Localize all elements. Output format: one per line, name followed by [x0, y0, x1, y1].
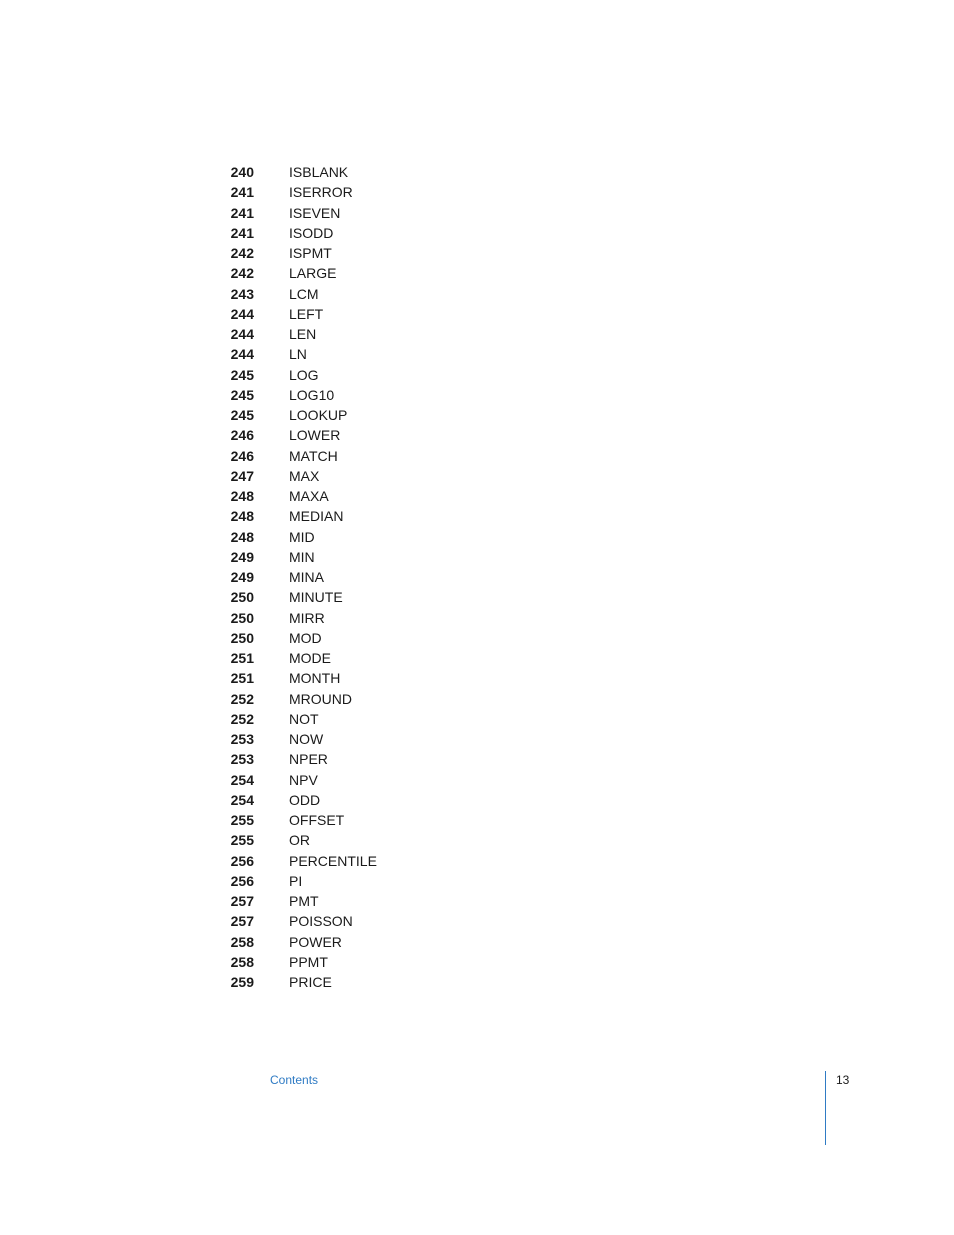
- toc-entry[interactable]: [0, 952, 954, 972]
- toc-entry-title: LOWER: [289, 427, 341, 444]
- toc-entry-page-number: 250: [230, 589, 254, 606]
- toc-entry-page-number: 256: [230, 872, 254, 889]
- toc-entry[interactable]: [0, 567, 954, 587]
- toc-entry[interactable]: [0, 749, 954, 769]
- toc-entry-title: PI: [289, 872, 303, 889]
- toc-entry-page-number: 244: [230, 346, 254, 363]
- toc-entry[interactable]: [0, 243, 954, 263]
- toc-entry-title: ISERROR: [289, 184, 353, 201]
- toc-entry[interactable]: [0, 223, 954, 243]
- contents-link[interactable]: Contents: [270, 1073, 319, 1087]
- toc-entry-page-number: 249: [230, 569, 254, 585]
- toc-entry-page-number: 250: [230, 629, 254, 646]
- toc-entry[interactable]: [0, 709, 954, 729]
- toc-entry[interactable]: [0, 405, 954, 425]
- toc-entry-title: LEN: [289, 326, 317, 342]
- toc-entry-title: ISPMT: [289, 245, 332, 261]
- toc-entry-page-number: 258: [230, 953, 254, 970]
- toc-entry-page-number: 252: [230, 690, 254, 707]
- toc-entry[interactable]: [0, 810, 954, 830]
- toc-entry[interactable]: [0, 486, 954, 506]
- toc-entry-title: POISSON: [289, 913, 353, 930]
- toc-entry-page-number: 257: [230, 913, 254, 930]
- toc-entry-title: MID: [289, 528, 315, 545]
- toc-entry[interactable]: [0, 547, 954, 567]
- toc-entry-title: MINUTE: [289, 589, 343, 606]
- toc-entry-title: MIRR: [289, 609, 325, 626]
- toc-entry[interactable]: [0, 932, 954, 952]
- toc-entry-title: MONTH: [289, 670, 341, 687]
- toc-entry-title: POWER: [289, 933, 342, 950]
- toc-entry[interactable]: [0, 304, 954, 324]
- toc-entry-title: MAXA: [289, 488, 329, 504]
- toc-entry[interactable]: [0, 668, 954, 688]
- toc-entry[interactable]: [0, 506, 954, 526]
- toc-entry-title: OR: [289, 832, 310, 849]
- toc-entry-page-number: 246: [230, 427, 254, 444]
- toc-entry-page-number: 242: [230, 265, 254, 282]
- toc-entry-title: ISODD: [289, 224, 334, 241]
- toc-entry-page-number: 245: [230, 407, 254, 423]
- toc-entry[interactable]: [0, 162, 954, 182]
- toc-entry[interactable]: [0, 324, 954, 344]
- toc-entry-title: MATCH: [289, 447, 338, 464]
- toc-entry[interactable]: [0, 729, 954, 749]
- toc-entry-title: NOW: [289, 731, 324, 747]
- toc-entry[interactable]: [0, 628, 954, 648]
- toc-entry[interactable]: [0, 891, 954, 911]
- toc-entry[interactable]: [0, 972, 954, 992]
- toc-entry-page-number: 250: [230, 609, 254, 626]
- toc-entry[interactable]: [0, 587, 954, 607]
- toc-entry-page-number: 241: [230, 224, 254, 241]
- toc-entry-title: LARGE: [289, 265, 337, 282]
- toc-entry-page-number: 243: [230, 285, 254, 302]
- toc-entry-title: MODE: [289, 650, 331, 666]
- toc-entry-page-number: 248: [230, 528, 254, 545]
- toc-entry-title: ISEVEN: [289, 204, 341, 221]
- toc-entry-page-number: 245: [230, 366, 254, 383]
- toc-entry-page-number: 251: [230, 650, 254, 666]
- toc-entry-title: LN: [289, 346, 307, 363]
- footer-divider: [825, 1071, 826, 1145]
- toc-entry-page-number: 248: [230, 488, 254, 504]
- toc-entry-page-number: 256: [230, 852, 254, 869]
- toc-entry-title: LEFT: [289, 305, 324, 322]
- toc-entry-title: MEDIAN: [289, 508, 344, 525]
- toc-entry[interactable]: [0, 425, 954, 445]
- toc-entry[interactable]: [0, 830, 954, 850]
- toc-entry-title: MIN: [289, 548, 315, 565]
- toc-entry-page-number: 255: [230, 812, 254, 828]
- toc-entry[interactable]: [0, 911, 954, 931]
- toc-entry[interactable]: [0, 790, 954, 810]
- toc-entry[interactable]: [0, 365, 954, 385]
- toc-entry-page-number: 252: [230, 710, 254, 727]
- toc-entry-page-number: 241: [230, 184, 254, 201]
- toc-entry[interactable]: [0, 446, 954, 466]
- toc-entry-page-number: 244: [230, 326, 254, 342]
- toc-entry-title: PMT: [289, 893, 319, 909]
- toc-entry[interactable]: [0, 770, 954, 790]
- toc-entry-title: LOG10: [289, 386, 335, 403]
- toc-entry-page-number: 255: [230, 832, 254, 849]
- toc-entry[interactable]: [0, 263, 954, 283]
- toc-entry-page-number: 258: [230, 933, 254, 950]
- toc-entry-page-number: 253: [230, 751, 254, 768]
- toc-entry-title: MOD: [289, 629, 322, 646]
- toc-entry-title: PPMT: [289, 953, 328, 970]
- page-number: 13: [836, 1073, 850, 1087]
- toc-entry-page-number: 259: [230, 974, 254, 990]
- toc-entry-page-number: 242: [230, 245, 254, 261]
- toc-entry[interactable]: [0, 344, 954, 364]
- toc-entry-page-number: 240: [230, 164, 254, 180]
- toc-entry-page-number: 241: [230, 204, 254, 221]
- toc-entry-title: NPER: [289, 751, 328, 768]
- toc-entry-page-number: 247: [230, 467, 254, 484]
- toc-entry[interactable]: [0, 851, 954, 871]
- toc-list: [0, 162, 954, 992]
- toc-entry-page-number: 253: [230, 731, 254, 747]
- toc-entry[interactable]: [0, 466, 954, 486]
- toc-entry-title: ISBLANK: [289, 164, 349, 180]
- toc-entry-title: PRICE: [289, 974, 332, 990]
- toc-entry-title: LOG: [289, 366, 319, 383]
- toc-entry[interactable]: [0, 527, 954, 547]
- toc-entry-page-number: 257: [230, 893, 254, 909]
- toc-entry-title: MAX: [289, 467, 320, 484]
- toc-entry-page-number: 248: [230, 508, 254, 525]
- toc-entry-title: PERCENTILE: [289, 852, 377, 869]
- toc-entry-title: MROUND: [289, 690, 352, 707]
- toc-entry[interactable]: [0, 648, 954, 668]
- toc-entry-title: LOOKUP: [289, 407, 348, 423]
- toc-entry-title: NPV: [289, 771, 318, 788]
- toc-entry-page-number: 251: [230, 670, 254, 687]
- toc-entry-title: NOT: [289, 710, 319, 727]
- toc-entry-page-number: 245: [230, 386, 254, 403]
- toc-entry-page-number: 246: [230, 447, 254, 464]
- toc-entry[interactable]: [0, 203, 954, 223]
- toc-entry-page-number: 244: [230, 305, 254, 322]
- toc-entry[interactable]: [0, 182, 954, 202]
- toc-entry[interactable]: [0, 608, 954, 628]
- toc-entry-page-number: 249: [230, 548, 254, 565]
- toc-entry-page-number: 254: [230, 771, 254, 788]
- toc-entry[interactable]: [0, 871, 954, 891]
- toc-entry-title: OFFSET: [289, 812, 345, 828]
- toc-entry[interactable]: [0, 284, 954, 304]
- toc-entry[interactable]: [0, 689, 954, 709]
- toc-entry-page-number: 254: [230, 791, 254, 808]
- toc-entry-title: LCM: [289, 285, 319, 302]
- toc-entry[interactable]: [0, 385, 954, 405]
- toc-entry-title: MINA: [289, 569, 324, 585]
- toc-entry-title: ODD: [289, 791, 321, 808]
